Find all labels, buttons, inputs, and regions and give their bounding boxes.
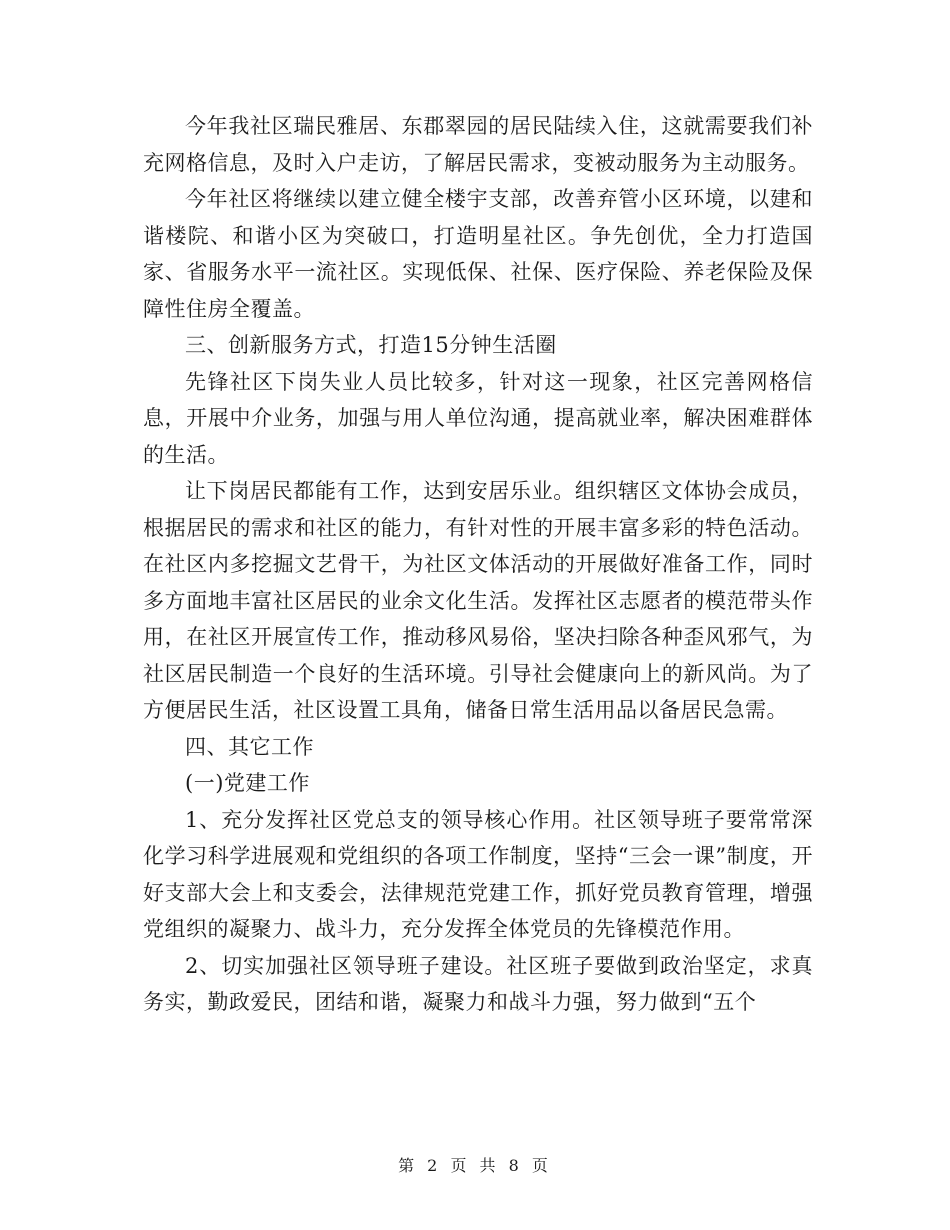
paragraph-cultural-activities: 让下岗居民都能有工作，达到安居乐业。组织辖区文体协会成员，根据居民的需求和社区的能力，有针对性的开展丰富多彩的特色活动。在社区内多挖掘文艺骨干，为社区文体活动的开展做好准备工作，同时多方面地丰富社区居民的业余文化生活。发挥社区志愿者的模范带头作用，在社区开展宣传工作，推动移风易俗，坚决扫除各种歪风邪气，为社区居民制造一个良好的生活环境。引导社会健康向上的新风尚。为了方便居民生活，社区设置工具角，储备日常生活用品以备居民急需。 [143,479,813,722]
page-number: 第 2 页 共 8 页 [398,1156,552,1175]
subsection-heading-party-building: (一)党建工作 [185,771,310,795]
document-body [143,108,813,1021]
section-heading-four: 四、其它工作 [185,734,314,759]
paragraph-community-goals: 今年社区将继续以建立健全楼宇支部，改善弃管小区环境，以建和谐楼院、和谐小区为突破口，打造明星社区。争先创优，全力打造国家、省服务水平一流社区。实现低保、社保、医疗保险、养老保险及保障性住房全覆盖。 [143,187,813,321]
section-heading-three: 三、创新服务方式，打造15分钟生活圈 [185,333,557,357]
paragraph-employment: 先锋社区下岗失业人员比较多，针对这一现象，社区完善网格信息，开展中介业务，加强与用人单位沟通，提高就业率，解决困难群体的生活。 [143,369,813,467]
paragraph-party-leadership: 1、充分发挥社区党总支的领导核心作用。社区领导班子要常常深化学习科学进展观和党组织的各项工作制度，坚持“三会一课”制度，开好支部大会上和支委会，法律规范党建工作，抓好党员教育管理，增强党组织的凝聚力、战斗力，充分发挥全体党员的先锋模范作用。 [143,807,813,941]
paragraph-leadership-team: 2、切实加强社区领导班子建设。社区班子要做到政治坚定，求真务实，勤政爱民，团结和谐，凝聚力和战斗力强，努力做到“五个 [143,953,813,1014]
paragraph-resident-move-in: 今年我社区瑞民雅居、东郡翠园的居民陆续入住，这就需要我们补充网格信息，及时入户走访，了解居民需求，变被动服务为主动服务。 [143,114,813,175]
